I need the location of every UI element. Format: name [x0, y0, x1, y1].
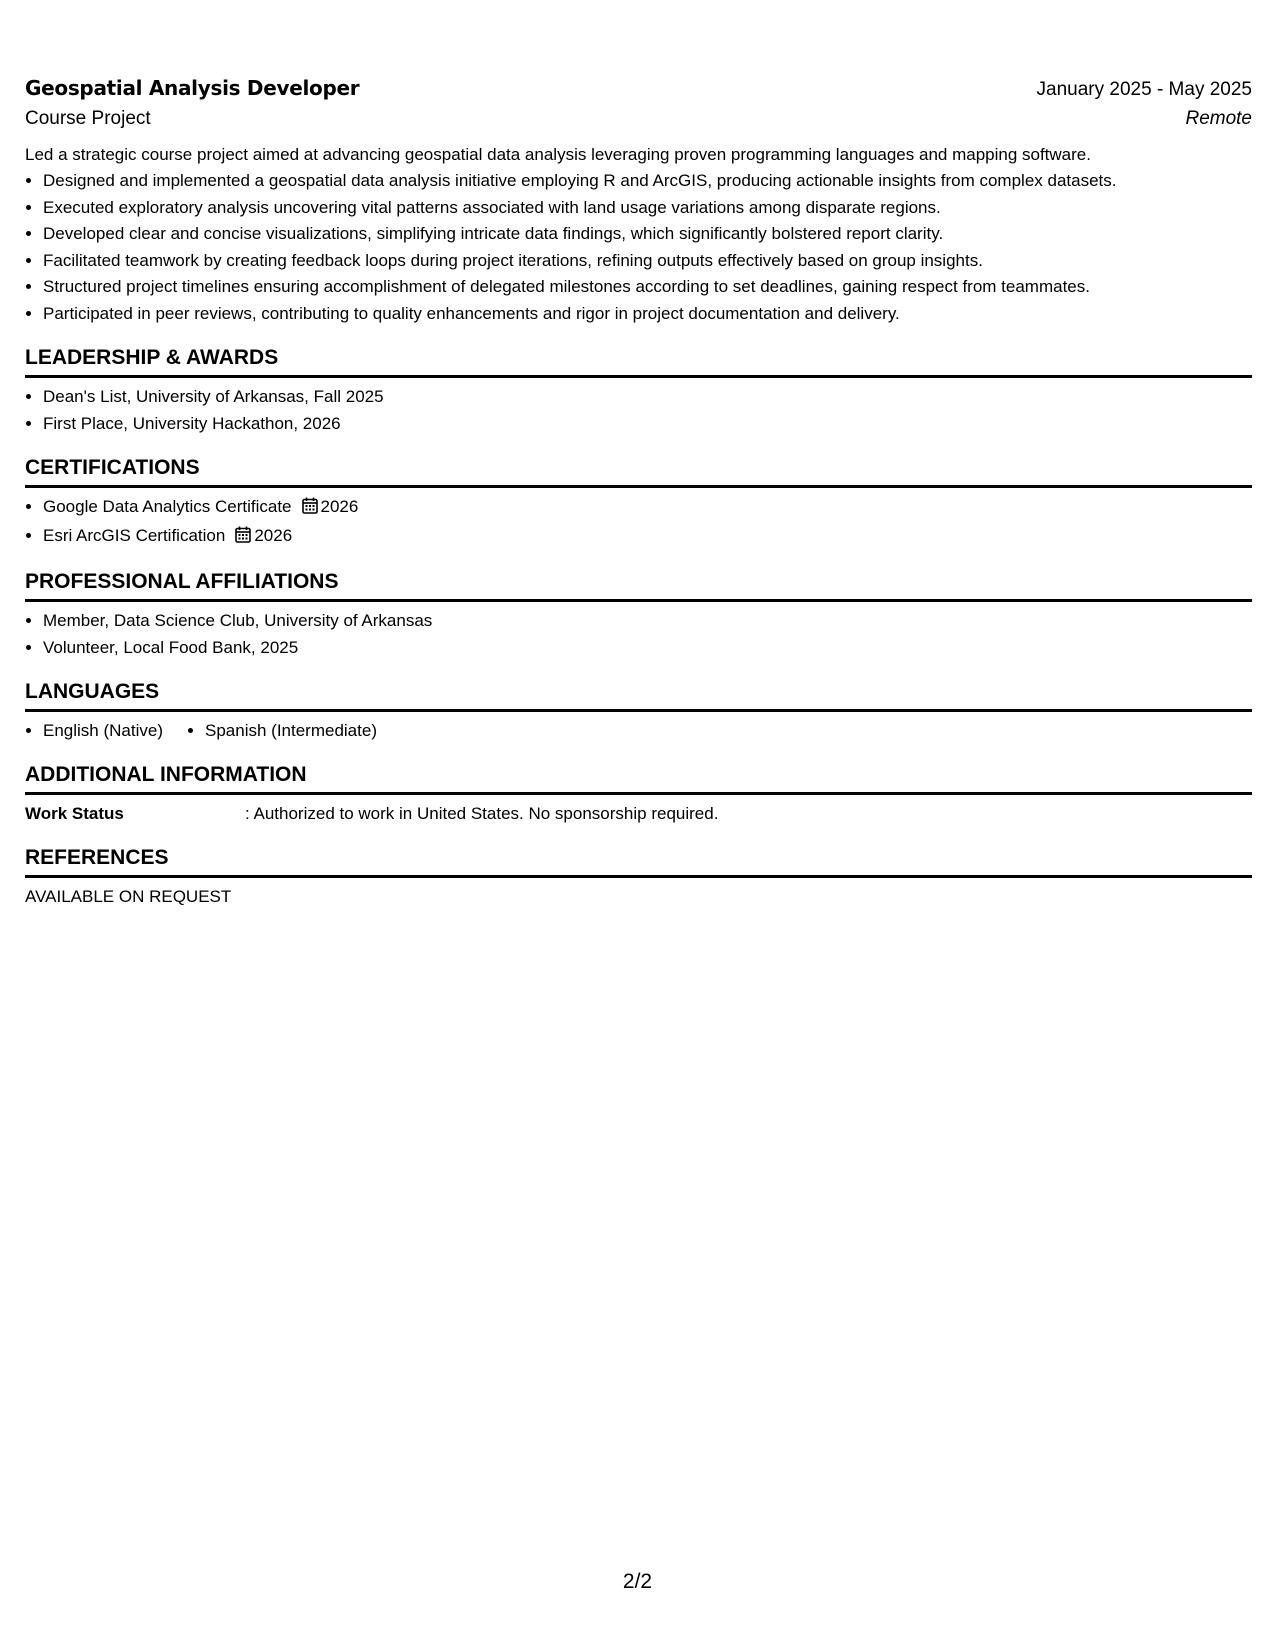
additional-info-section — [25, 762, 1252, 827]
job-subheader — [25, 108, 1252, 138]
certification-name: Esri ArcGIS Certification — [43, 525, 226, 545]
list-item: • Volunteer, Local Food Bank, 2025 — [43, 635, 1252, 662]
languages-list — [25, 718, 1252, 744]
leadership-section — [25, 345, 1252, 437]
job-summary: Led a strategic course project aimed at advancing geospatial data analysis leveraging proven programming languages and mapping software. — [25, 145, 1091, 164]
section-title: CERTIFICATIONS — [25, 455, 1252, 488]
section-title: ADDITIONAL INFORMATION — [25, 762, 1252, 795]
references-text: AVAILABLE ON REQUEST — [25, 887, 232, 906]
list-item: • Developed clear and concise visualizations, simplifying intricate data findings, which significantly bolstered report clarity. — [43, 221, 1252, 248]
references-section — [25, 845, 1252, 910]
section-title: PROFESSIONAL AFFILIATIONS — [25, 569, 1252, 602]
experience-entry — [25, 76, 1252, 327]
calendar-icon — [235, 525, 251, 552]
job-bullets — [25, 168, 1252, 327]
resume-page — [25, 76, 1252, 910]
list-item: • English (Native) — [43, 718, 163, 744]
certifications-list — [25, 494, 1252, 551]
list-item: • Member, Data Science Club, University of Arkansas — [43, 608, 1252, 635]
work-status-label: Work Status — [25, 804, 124, 823]
job-header — [25, 76, 1252, 108]
list-item: • Designed and implemented a geospatial data analysis initiative employing R and ArcGIS, producing actionable insights from complex datasets. — [43, 168, 1252, 195]
job-location: Remote — [1185, 108, 1252, 129]
list-item: • Facilitated teamwork by creating feedback loops during project iterations, refining outputs effectively based on group insights. — [43, 248, 1252, 275]
languages-section — [25, 679, 1252, 744]
job-organization: Course Project — [25, 108, 151, 129]
list-item — [43, 523, 1252, 552]
calendar-icon — [302, 496, 318, 523]
certifications-section — [25, 455, 1252, 551]
certification-year: 2026 — [254, 525, 293, 545]
work-status-row — [25, 801, 1252, 827]
list-item: • First Place, University Hackathon, 2026 — [43, 411, 1252, 438]
job-title: Geospatial Analysis Developer — [25, 76, 360, 100]
certification-year: 2026 — [320, 497, 359, 516]
section-title: LANGUAGES — [25, 679, 1252, 712]
leadership-list — [25, 384, 1252, 437]
certification-name: Google Data Analytics Certificate — [43, 497, 292, 516]
list-item — [43, 494, 1252, 523]
section-title: LEADERSHIP & AWARDS — [25, 345, 1252, 378]
affiliations-section — [25, 569, 1252, 661]
list-item: • Participated in peer reviews, contributing to quality enhancements and rigor in project documentation and delivery. — [43, 301, 1252, 328]
affiliations-list — [25, 608, 1252, 661]
list-item: • Spanish (Intermediate) — [205, 718, 377, 744]
page-number: 2/2 — [622, 1570, 653, 1593]
list-item: • Dean's List, University of Arkansas, Fall 2025 — [43, 384, 1252, 411]
list-item: • Structured project timelines ensuring accomplishment of delegated milestones according to set deadlines, gaining respect from teammates. — [43, 274, 1252, 301]
job-dates: January 2025 - May 2025 — [1036, 79, 1252, 100]
section-title: REFERENCES — [25, 845, 1252, 878]
work-status-value: : Authorized to work in United States. No sponsorship required. — [245, 804, 719, 823]
list-item: • Executed exploratory analysis uncovering vital patterns associated with land usage variations among disparate regions. — [43, 195, 1252, 222]
